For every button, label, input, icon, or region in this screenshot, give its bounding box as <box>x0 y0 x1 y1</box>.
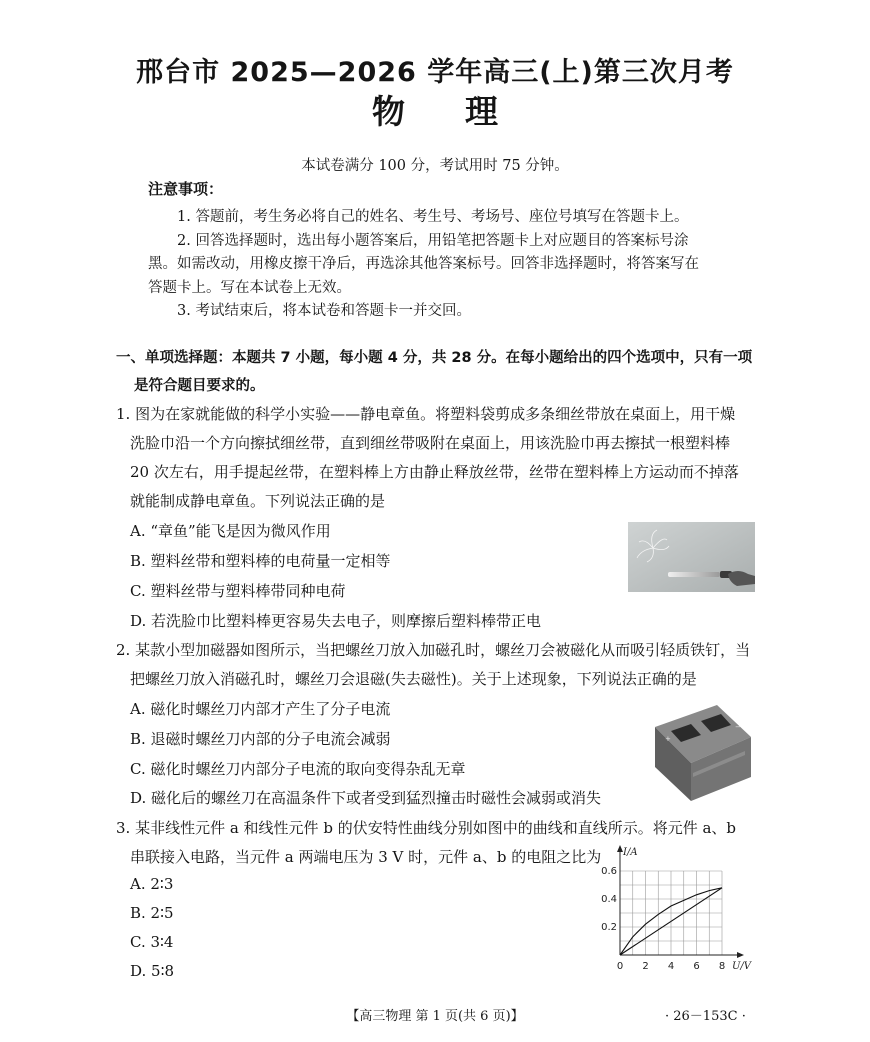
q2-option-a: A. 磁化时螺丝刀内部才产生了分子电流 <box>130 700 391 718</box>
y-axis-label: I/A <box>623 847 638 858</box>
y-tick-label: 0.6 <box>601 866 617 877</box>
svg-text:+: + <box>665 735 671 743</box>
q3-option-a: A. 2∶3 <box>130 875 174 893</box>
notes-line-1: 1. 答题前，考生务必将自己的姓名、考生号、考场号、座位号填写在答题卡上。 <box>177 209 689 225</box>
notes-line-4: 答题卡上。写在本试卷上无效。 <box>148 280 351 296</box>
x-axis-arrow <box>737 952 744 958</box>
q3-option-c: C. 3∶4 <box>130 933 174 951</box>
notes-line-3: 黑。如需改动，用橡皮擦干净后，再选涂其他答案标号。回答非选择题时，将答案写在 <box>148 256 699 272</box>
page-code: · 26－153C · <box>665 1009 746 1024</box>
q3-option-b: B. 2∶5 <box>130 904 174 922</box>
q3-stem-line-2: 串联接入电路，当元件 a 两端电压为 3 V 时，元件 a、b 的电阻之比为 <box>130 848 602 866</box>
q1-option-d: D. 若洗脸巾比塑料棒更容易失去电子，则摩擦后塑料棒带正电 <box>130 612 542 630</box>
x-tick-label: 0 <box>616 961 624 972</box>
x-axis-label: U/V <box>732 961 752 972</box>
q2-stem-line-2: 把螺丝刀放入消磁孔时，螺丝刀会退磁(失去磁性)。关于上述现象，下列说法正确的是 <box>130 670 697 688</box>
static-octopus-photo <box>628 522 755 592</box>
subject-title: 物理 <box>372 92 558 131</box>
q2-option-d: D. 磁化后的螺丝刀在高温条件下或者受到猛烈撞击时磁性会减弱或消失 <box>130 789 602 807</box>
iv-characteristic-chart <box>590 838 770 978</box>
q1-option-b: B. 塑料丝带和塑料棒的电荷量一定相等 <box>130 552 391 570</box>
exam-intro: 本试卷满分 100 分，考试用时 75 分钟。 <box>301 158 569 174</box>
page-footer: 【高三物理 第 1 页(共 6 页)】 <box>346 1009 524 1024</box>
q1-option-c: C. 塑料丝带与塑料棒带同种电荷 <box>130 582 346 600</box>
q3-stem-line-1: 3. 某非线性元件 a 和线性元件 b 的伏安特性曲线分别如图中的曲线和直线所示。将元件 a、b <box>116 819 737 837</box>
y-tick-label: 0.4 <box>601 894 617 905</box>
magnetizer-photo <box>647 697 757 807</box>
q1-stem-line-3: 20 次左右，用手提起丝带，在塑料棒上方由静止释放丝带，丝带在塑料棒上方运动而不掉落 <box>130 463 739 481</box>
section-heading: 一、单项选择题：本题共 7 小题，每小题 4 分，共 28 分。在每小题给出的四个选项中，只有一项 <box>116 350 753 366</box>
exam-title: 邢台市 2025—2026 学年高三(上)第三次月考 <box>136 57 734 88</box>
notes-line-2: 2. 回答选择题时，选出每小题答案后，用铅笔把答题卡上对应题目的答案标号涂 <box>177 233 689 249</box>
notes-line-5: 3. 考试结束后，将本试卷和答题卡一并交回。 <box>177 303 471 319</box>
q1-stem-line-2: 洗脸巾沿一个方向擦拭细丝带，直到细丝带吸附在桌面上，用该洗脸巾再去擦拭一根塑料棒 <box>130 434 731 452</box>
svg-text:−: − <box>735 723 741 731</box>
x-tick-label: 8 <box>718 961 726 972</box>
q2-stem-line-1: 2. 某款小型加磁器如图所示，当把螺丝刀放入加磁孔时，螺丝刀会被磁化从而吸引轻质铁钉，当 <box>116 641 751 659</box>
x-tick-label: 6 <box>693 961 700 972</box>
q3-option-d: D. 5∶8 <box>130 962 175 980</box>
q2-option-c: C. 磁化时螺丝刀内部分子电流的取向变得杂乱无章 <box>130 760 466 778</box>
q1-stem-line-4: 就能制成静电章鱼。下列说法正确的是 <box>130 492 386 510</box>
x-tick-label: 4 <box>667 961 675 972</box>
y-tick-label: 0.2 <box>601 922 617 933</box>
x-tick-label: 2 <box>642 961 649 972</box>
q1-stem-line-1: 1. 图为在家就能做的科学小实验——静电章鱼。将塑料袋剪成多条细丝带放在桌面上，用干燥 <box>116 405 736 423</box>
notes-heading: 注意事项： <box>148 180 224 198</box>
q1-option-a: A. “章鱼”能飞是因为微风作用 <box>130 522 331 540</box>
q2-option-b: B. 退磁时螺丝刀内部的分子电流会减弱 <box>130 730 391 748</box>
section-heading-cont: 是符合题目要求的。 <box>134 378 265 394</box>
